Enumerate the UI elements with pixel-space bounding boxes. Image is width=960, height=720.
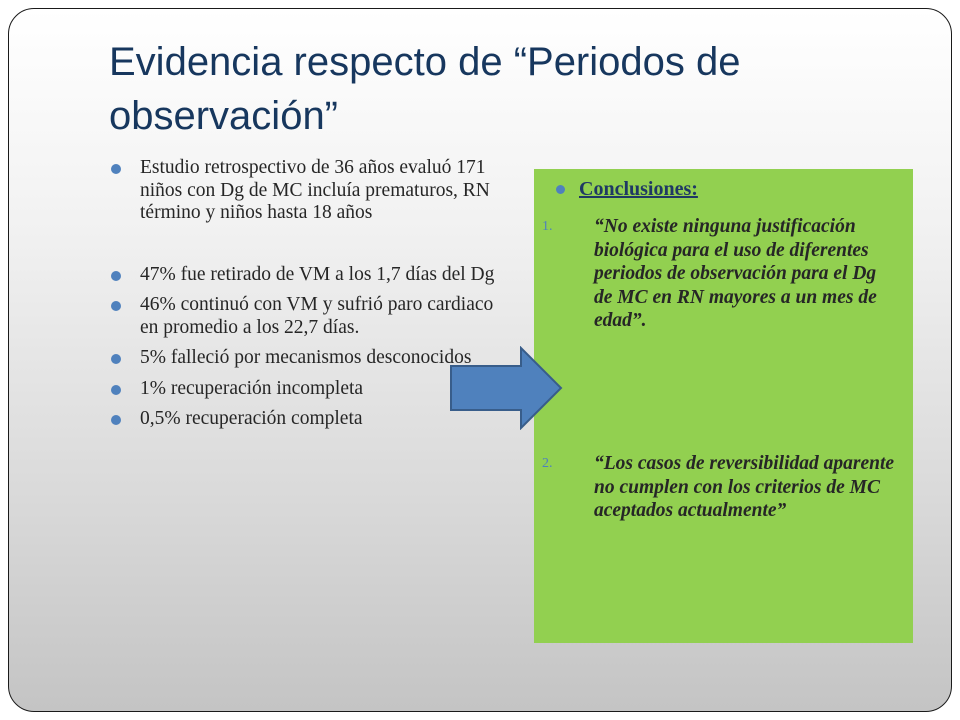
conclusion-text: “No existe ninguna justificación biológica para el uso de diferentes periodos de observación para el Dg de MC en RN mayores a un mes de edad”.: [594, 216, 877, 331]
conclusion-item: [542, 215, 897, 333]
list-item-text: 0,5% recuperación completa: [140, 408, 363, 429]
conclusions-heading-text: Conclusiones:: [579, 178, 698, 200]
bullet-icon: [111, 301, 121, 311]
list-item: [109, 264, 504, 287]
list-item-text: Estudio retrospectivo de 36 años evaluó 171 niños con Dg de MC incluía prematuros, RN término y niños hasta 18 años: [140, 157, 490, 223]
list-item-text: 1% recuperación incompleta: [140, 377, 364, 399]
right-arrow-icon: [449, 346, 565, 430]
list-item: [109, 378, 504, 401]
bullet-icon: [111, 271, 121, 281]
conclusion-number: 2.: [542, 456, 553, 471]
list-item: [109, 347, 504, 370]
bullet-icon: [111, 354, 121, 364]
conclusions-box: [534, 169, 913, 643]
list-item-text: 47% fue retirado de VM a los 1,7 días del Dg: [140, 263, 495, 285]
bullet-icon: [556, 185, 565, 194]
evidence-bullet-list: [109, 157, 504, 439]
list-item: [109, 157, 504, 225]
list-item: [109, 408, 504, 431]
list-item: [109, 294, 504, 339]
conclusions-heading: [556, 177, 698, 201]
slide-title: Evidencia respecto de “Periodos de observación”: [109, 40, 741, 138]
list-item-text: 5% falleció por mecanismos desconocidos: [140, 347, 472, 368]
conclusion-text: “Los casos de reversibilidad aparente no cumplen con los criterios de MC aceptados actualmente”: [594, 453, 895, 521]
bullet-icon: [111, 415, 121, 425]
bullet-icon: [111, 385, 121, 395]
bullet-icon: [111, 164, 121, 174]
conclusion-number: 1.: [542, 219, 553, 234]
conclusion-item: [542, 452, 897, 523]
slide: [8, 8, 952, 712]
list-item-text: 46% continuó con VM y sufrió paro cardiaco en promedio a los 22,7 días.: [140, 294, 494, 338]
